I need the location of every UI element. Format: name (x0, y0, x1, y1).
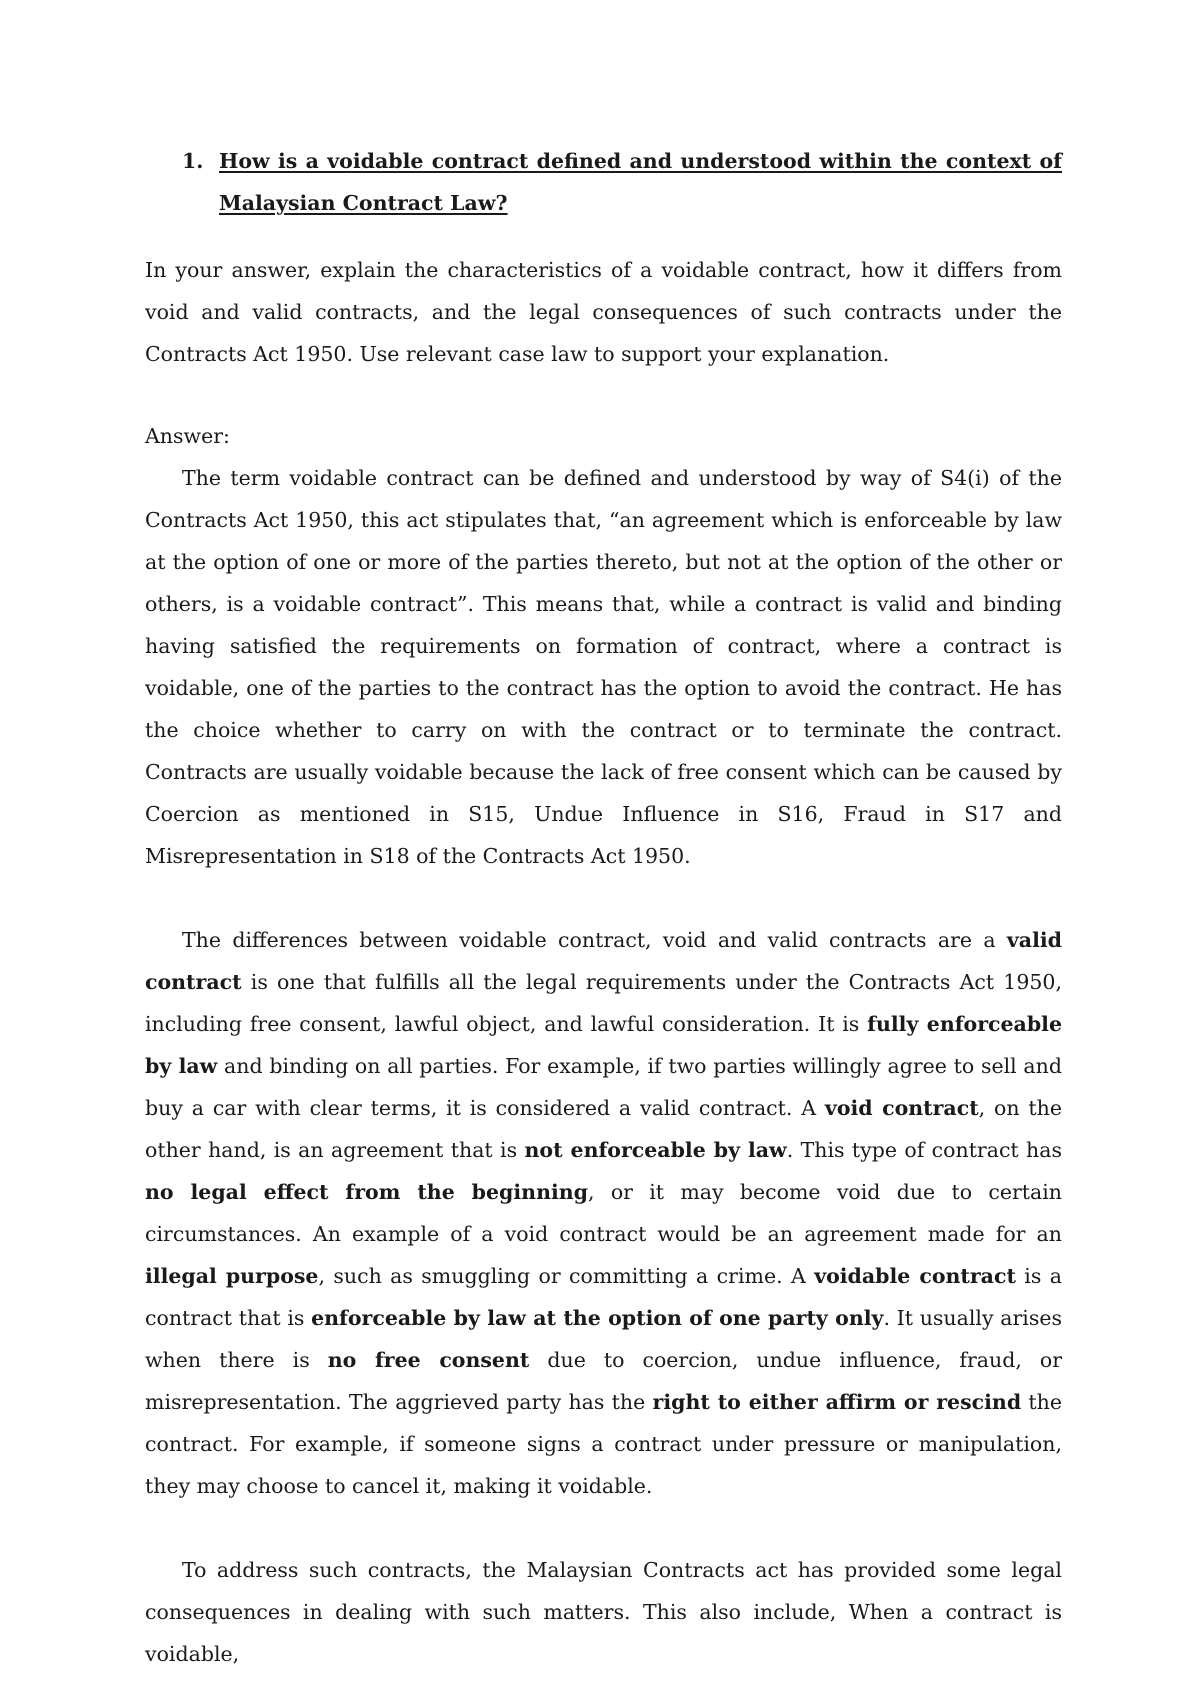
bold-term: right to either affirm or rescind (652, 1390, 1022, 1414)
bold-term: voidable contract (814, 1264, 1016, 1288)
bold-term: valid contract (145, 928, 1062, 994)
bold-term: void contract (824, 1096, 979, 1120)
paragraph-text: the contract. For example, if someone signs a contract under pressure or manipulation, they may choose to cancel it, making it voidable. (145, 1390, 1062, 1498)
bold-term: not enforceable by law (524, 1138, 787, 1162)
answer-paragraph-1: The term voidable contract can be defined and understood by way of S4(i) of the Contracts Act 1950, this act stipulates that, “an agreement which is enforceable by law at the option of one or more of the parties thereto, but not at the option of the other or others, is a voidable contract”. This means that, while a contract is valid and binding having satisfied the requirements on formation of contract, where a contract is voidable, one of the parties to the contract has the option to avoid the contract. He has the choice whether to carry on with the contract or to terminate the contract. Contracts are usually voidable because the lack of free consent which can be caused by Coercion as mentioned in S15, Undue Influence in S16, Fraud in S17 and Misrepresentation in S18 of the Contracts Act 1950. (145, 466, 1062, 868)
paragraph-text: is one that fulfills all the legal requirements under the Contracts Act 1950, including free consent, lawful object, and lawful consideration. It is (145, 970, 1062, 1036)
bold-term: illegal purpose (145, 1264, 319, 1288)
paragraph-text: and binding on all parties. For example, if two parties willingly agree to sell and buy a car with clear terms, it is considered a valid contract. A (145, 1054, 1062, 1120)
instruction-paragraph: In your answer, explain the characteristics of a voidable contract, how it differs from void and valid contracts, and the legal consequences of such contracts under the Contracts Act 1950. Use relevant case law to support your explanation. (145, 258, 1062, 366)
paragraph-text: , such as smuggling or committing a crime. A (318, 1264, 815, 1288)
answer-label: Answer: (145, 424, 230, 448)
question-text: How is a voidable contract defined and understood within the context of Malaysian Contract Law? (219, 149, 1062, 215)
question-number: 1. (182, 149, 204, 173)
question-heading (145, 140, 1062, 224)
paragraph-text: due to coercion, undue influence, fraud, or misrepresentation. The aggrieved party has the (145, 1348, 1063, 1414)
paragraph-text: , or it may become void due to certain circumstances. An example of a void contract would be an agreement made for an (145, 1180, 1062, 1246)
paragraph-text: The differences between voidable contract, void and valid contracts are a (182, 928, 1007, 952)
paragraph-text: . This type of contract has (786, 1138, 1062, 1162)
paragraph-text: is a contract that is (145, 1264, 1062, 1330)
bold-term: no legal effect from the beginning (145, 1180, 588, 1204)
bold-term: no free consent (327, 1348, 530, 1372)
document-body (145, 140, 1062, 1675)
bold-term: enforceable by law at the option of one party only (311, 1306, 884, 1330)
paragraph-text: , on the other hand, is an agreement that is (145, 1096, 1063, 1162)
answer-paragraph-3: To address such contracts, the Malaysian Contracts act has provided some legal consequences in dealing with such matters. This also include, When a contract is voidable, (145, 1558, 1062, 1666)
answer-paragraph-2 (145, 919, 1062, 1507)
bold-term: fully enforceable by law (145, 1012, 1062, 1078)
paragraph-text: . It usually arises when there is (145, 1306, 1062, 1372)
